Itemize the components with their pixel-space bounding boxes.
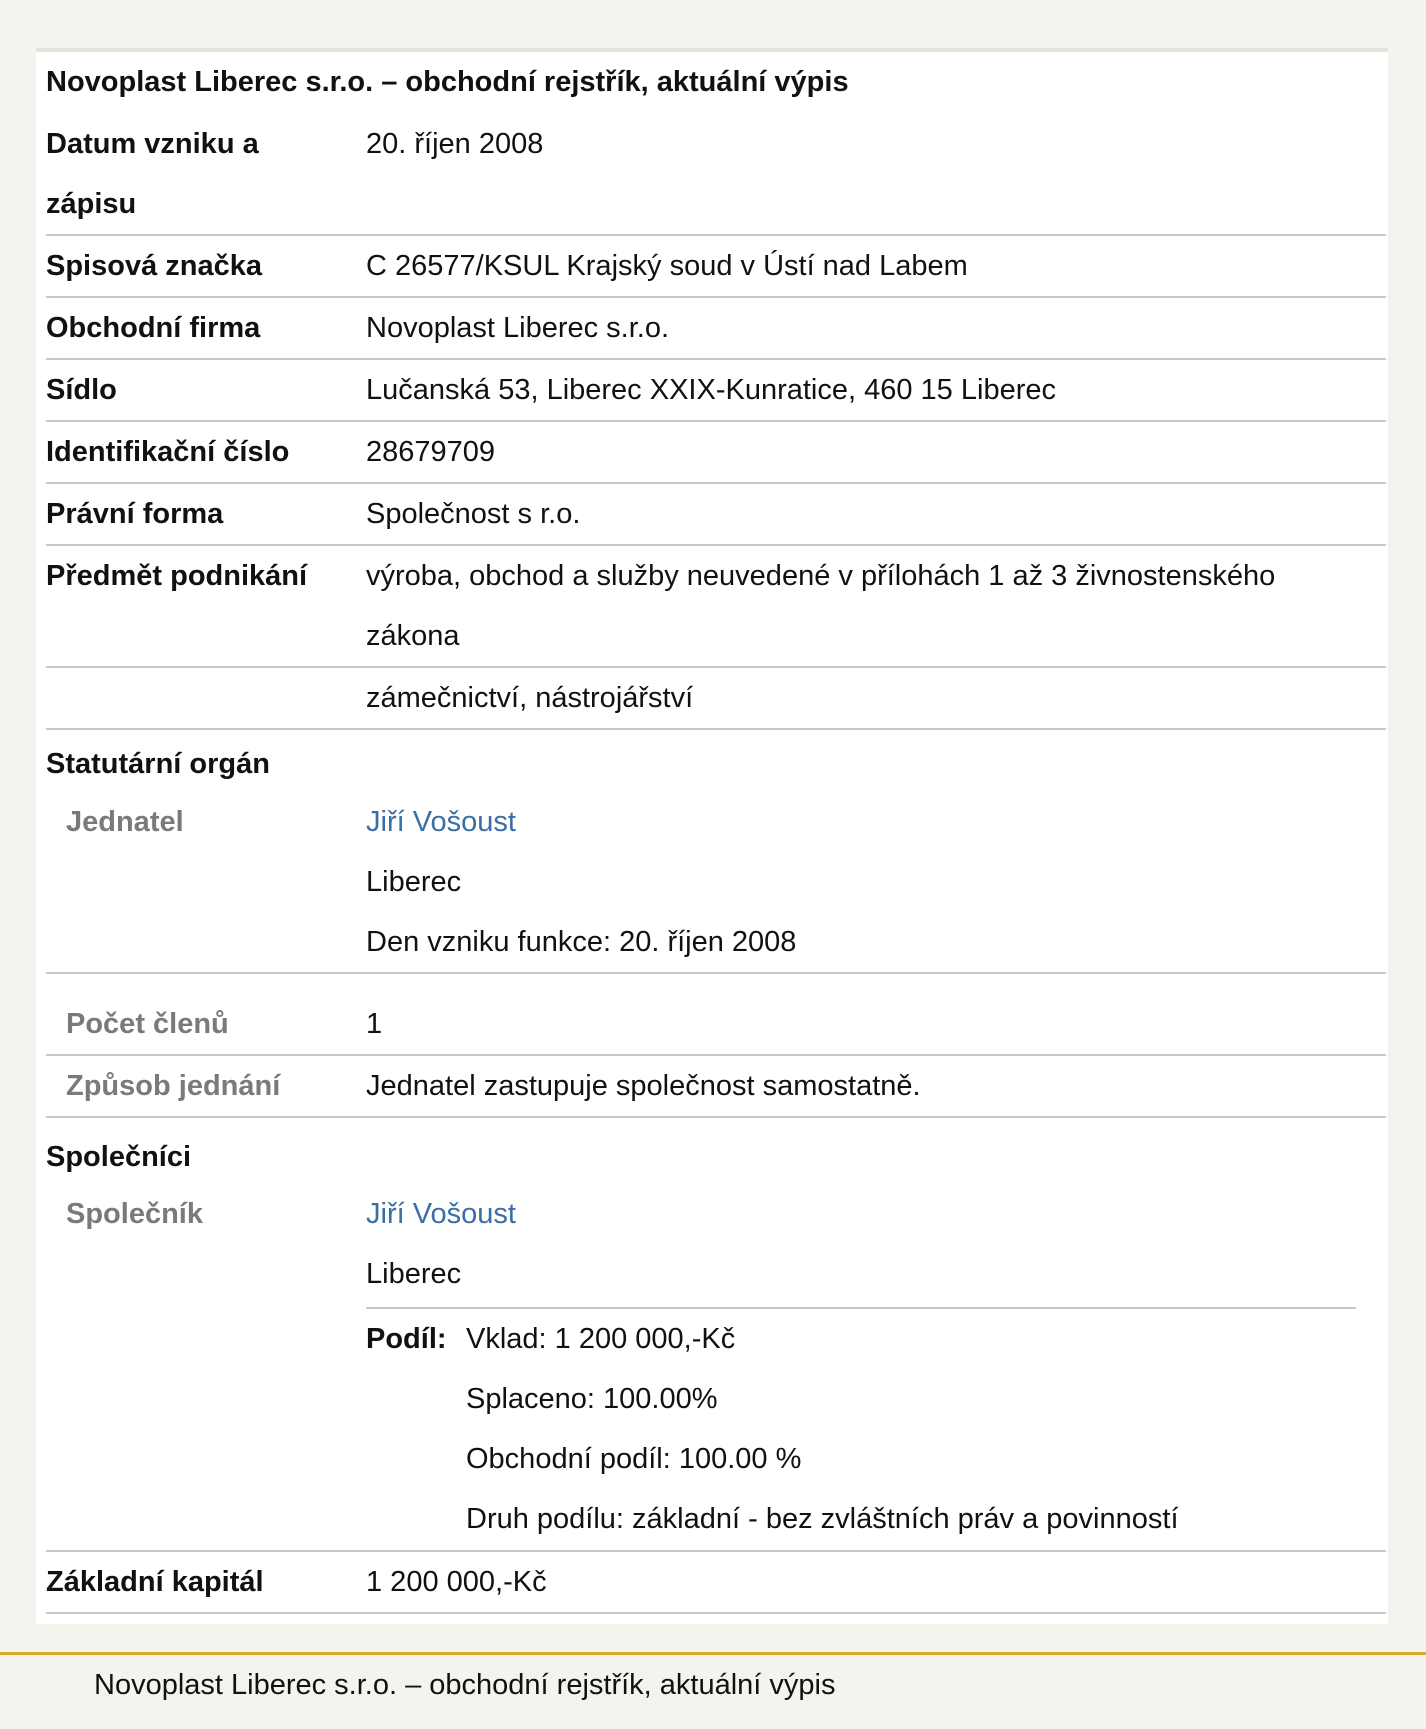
section-heading-statutarni-organ: Statutární orgán: [46, 748, 270, 780]
podil-block: [366, 1309, 1366, 1549]
podil-values: [466, 1309, 1346, 1549]
row-label: Datum vzniku a zápisu: [46, 128, 259, 220]
row-zpusob-jednani: [46, 1056, 1386, 1118]
row-value: Novoplast Liberec s.r.o.: [366, 312, 670, 344]
row-predmet-podnikani-2: [46, 668, 1386, 730]
person-link[interactable]: Jiří Vošoust: [366, 1198, 516, 1230]
row-identifikacni-cislo: [46, 422, 1386, 484]
row-value: výroba, obchod a služby neuvedené v přílohách 1 až 3 živnostenského zákona: [366, 560, 1276, 652]
row-label: Spisová značka: [46, 250, 262, 282]
podil-label: Podíl:: [366, 1323, 447, 1355]
row-predmet-podnikani: [46, 546, 1386, 668]
row-value: [366, 792, 1366, 972]
register-extract-card: [36, 48, 1388, 1624]
row-spisova-znacka: [46, 236, 1386, 298]
footer-title: Novoplast Liberec s.r.o. – obchodní rejstřík, aktuální výpis: [94, 1669, 836, 1701]
row-label: Sídlo: [46, 374, 117, 406]
person-city: Liberec: [366, 866, 462, 898]
row-jednatel: [46, 792, 1386, 974]
row-value: [366, 1184, 1366, 1304]
row-value: zámečnictví, nástrojářství: [366, 682, 694, 714]
row-value: 20. říjen 2008: [366, 128, 544, 160]
page-title: Novoplast Liberec s.r.o. – obchodní rejstřík, aktuální výpis: [46, 66, 849, 98]
section-heading-spolecnici: Společníci: [46, 1141, 192, 1173]
row-value: 1: [366, 1008, 383, 1040]
row-label: Identifikační číslo: [46, 436, 290, 468]
person-city: Liberec: [366, 1258, 462, 1290]
row-value: Jednatel zastupuje společnost samostatně.: [366, 1070, 921, 1102]
row-label: Obchodní firma: [46, 312, 261, 344]
row-spolecnik: [46, 1184, 1386, 1304]
row-label: Předmět podnikání: [46, 560, 308, 592]
row-obchodni-firma: [46, 298, 1386, 360]
row-value: 1 200 000,-Kč: [366, 1566, 547, 1598]
row-label: Způsob jednání: [66, 1070, 281, 1102]
person-link[interactable]: Jiří Vošoust: [366, 806, 516, 838]
row-label: Společník: [66, 1198, 203, 1230]
podil-vklad: Vklad: 1 200 000,-Kč: [466, 1323, 736, 1355]
row-label: Počet členů: [66, 1008, 229, 1040]
row-value: C 26577/KSUL Krajský soud v Ústí nad Labem: [366, 250, 968, 282]
row-zakladni-kapital: [46, 1552, 1386, 1614]
row-value: Společnost s r.o.: [366, 498, 581, 530]
podil-splaceno: Splaceno: 100.00%: [466, 1383, 718, 1415]
row-sidlo: [46, 360, 1386, 422]
function-since: Den vzniku funkce: 20. říjen 2008: [366, 926, 797, 958]
row-datum-vzniku: [46, 114, 1386, 236]
page-footer: [0, 1652, 1426, 1729]
row-label: Jednatel: [66, 806, 184, 838]
row-pocet-clenu: [46, 994, 1386, 1056]
row-pravni-forma: [46, 484, 1386, 546]
row-label: Základní kapitál: [46, 1566, 264, 1598]
podil-obchodni: Obchodní podíl: 100.00 %: [466, 1443, 802, 1475]
podil-druh: Druh podílu: základní - bez zvláštních práv a povinností: [466, 1503, 1179, 1535]
row-value: 28679709: [366, 436, 496, 468]
row-value: Lučanská 53, Liberec XXIX-Kunratice, 460 15 Liberec: [366, 374, 1056, 406]
row-label: Právní forma: [46, 498, 224, 530]
